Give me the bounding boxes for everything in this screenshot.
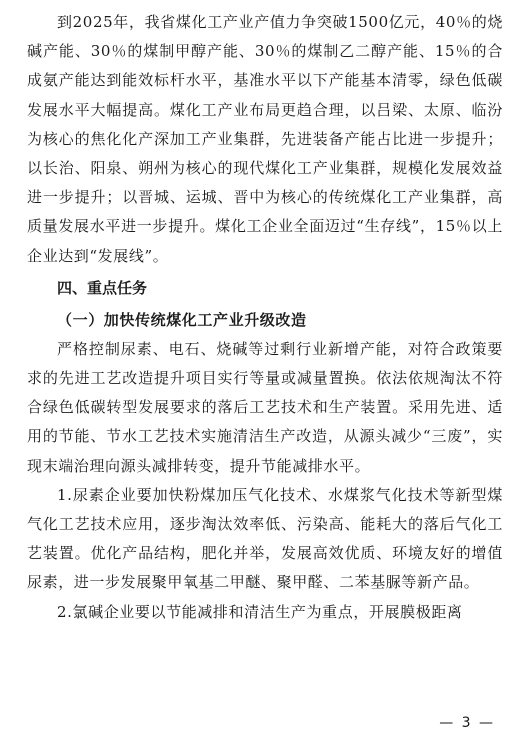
paragraph-capacity-control: 严格控制尿素、电石、烧碱等过剩行业新增产能，对符合政策要求的先进工艺改造提升项目实行等量或减量置换。依法依规淘汰不符合绿色低碳转型发展要求的落后工艺技术和生产装置。采用先进、适用的节能、节水工艺技术实施清洁生产改造，从源头减少“三废”，实现末端治理向源头减排转变，提升节能减排水平。 [27,339,503,475]
document-body [27,8,503,627]
paragraph-urea-enterprises: 1.尿素企业要加快粉煤加压气化技术、水煤浆气化技术等新型煤气化工艺技术应用，逐步淘汰效率低、污染高、能耗大的落后气化工艺装置。优化产品结构，肥化并举，发展高效优质、环境友好的增值尿素，进一步发展聚甲氧基二甲醚、聚甲醛、二苯基脲等新产品。 [27,485,503,592]
subsection-heading-upgrade: （一）加快传统煤化工产业升级改造 [57,310,307,329]
page-number: — 3 — [439,715,495,731]
section-heading-key-tasks: 四、重点任务 [57,278,148,297]
paragraph-targets-2025: 到2025年，我省煤化工产业产值力争突破1500亿元，40％的烧碱产能、30％的煤制甲醇产能、30％的煤制乙二醇产能、15％的合成氨产能达到能效标杆水平，基准水平以下产能基本清零，绿色低碳发展水平大幅提高。煤化工产业布局更趋合理，以吕梁、太原、临汾为核心的焦化化产深加工产业集群，先进装备产能占比进一步提升；以长治、阳泉、朔州为核心的现代煤化工产业集群，规模化发展效益进一步提升；以晋城、运城、晋中为核心的传统煤化工产业集群，高质量发展水平进一步提升。煤化工企业全面迈过“生存线”，15％以上企业达到“发展线”。 [27,13,503,265]
paragraph-chlor-alkali-enterprises: 2.氯碱企业要以节能减排和清洁生产为重点，开展膜极距离 [57,602,463,621]
